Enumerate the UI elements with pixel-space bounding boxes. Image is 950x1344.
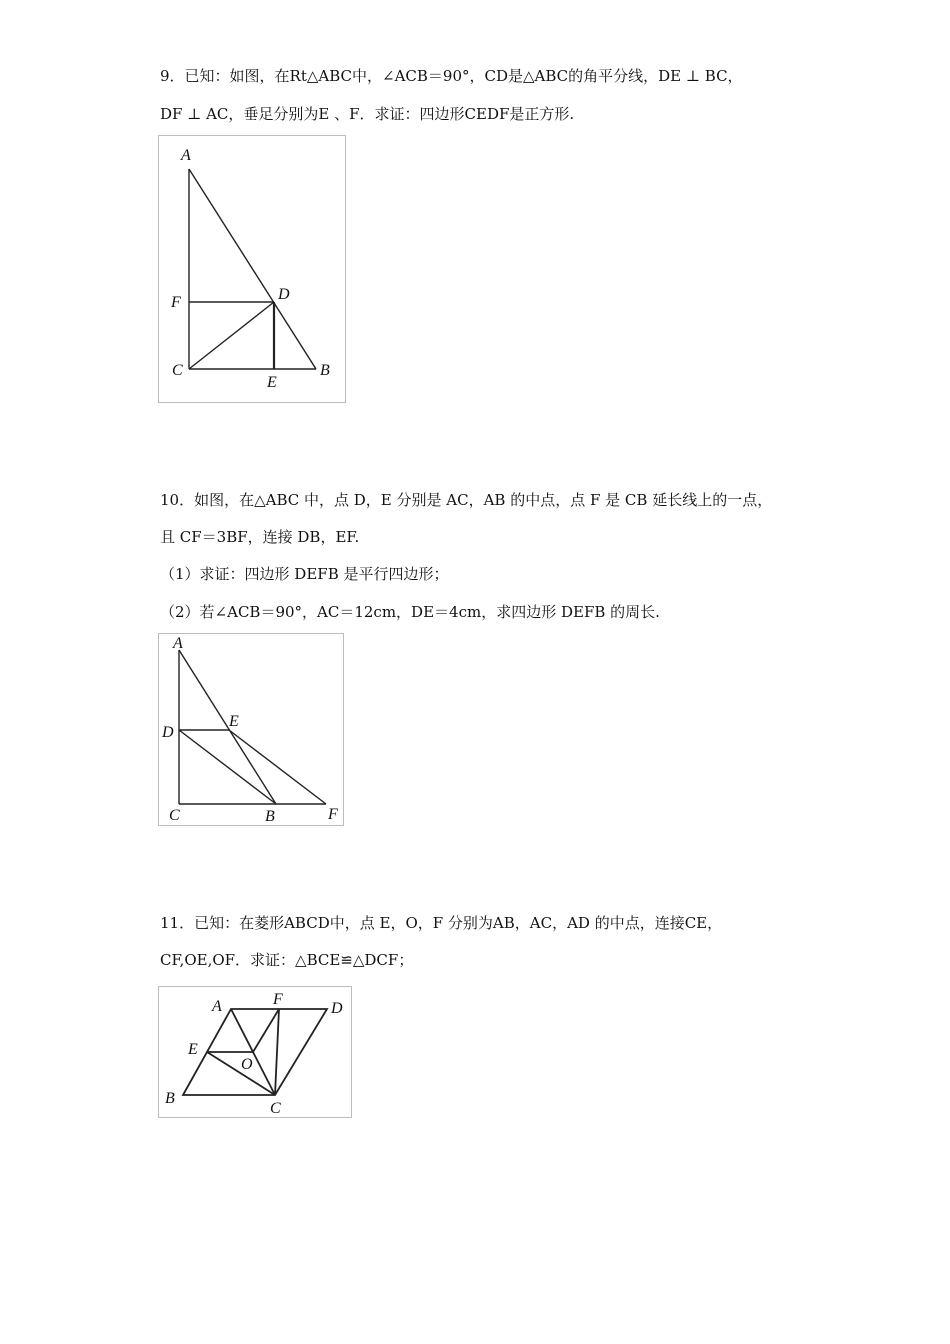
problem-9-line-2: DF ⊥ AC，垂足分别为E 、F．求证：四边形CEDF是正方形. [160, 105, 575, 123]
label-f: F [273, 991, 283, 1008]
label-d: D [331, 1000, 343, 1017]
label-e: E [267, 374, 277, 391]
label-d: D [162, 724, 174, 741]
segment-ab [179, 650, 276, 804]
problem-10-diagram [159, 634, 343, 825]
label-f: F [328, 806, 338, 823]
label-b: B [320, 362, 330, 379]
label-d: D [278, 286, 290, 303]
label-c: C [169, 807, 180, 824]
segment-db [179, 730, 276, 804]
problem-9-diagram [159, 136, 345, 402]
segment-cd [189, 302, 274, 369]
segment-of [253, 1009, 279, 1052]
label-e: E [229, 713, 239, 730]
problem-11-figure [158, 986, 352, 1118]
segment-cf [275, 1009, 279, 1095]
label-e: E [188, 1041, 198, 1058]
problem-11-line-2: CF,OE,OF．求证：△BCE≌△DCF； [160, 951, 414, 969]
problem-10-line-2: 且 CF＝3BF，连接 DB，EF. [160, 528, 360, 546]
label-a: A [212, 998, 222, 1015]
label-f: F [171, 294, 181, 311]
label-b: B [265, 808, 275, 825]
problem-11-diagram [159, 987, 351, 1117]
label-a: A [181, 147, 191, 164]
problem-9-line-1: 9．已知：如图，在Rt△ABC中，∠ACB＝90°，CD是△ABC的角平分线，DE ⊥ BC， [160, 67, 743, 85]
problem-10-line-1: 10．如图，在△ABC 中，点 D，E 分别是 AC，AB 的中点，点 F 是 CB 延长线上的一点， [160, 491, 773, 509]
segment-ef [229, 730, 326, 804]
label-b: B [165, 1090, 175, 1107]
problem-10-line-4: （2）若∠ACB＝90°，AC＝12cm，DE＝4cm，求四边形 DEFB 的周长. [160, 603, 660, 621]
label-a: A [173, 635, 183, 652]
label-c: C [172, 362, 183, 379]
segment-ab [189, 169, 316, 369]
label-c: C [270, 1100, 281, 1117]
problem-11-line-1: 11．已知：在菱形ABCD中，点 E，O，F 分别为AB，AC，AD 的中点，连接CE， [160, 914, 723, 932]
label-o: O [241, 1056, 253, 1073]
problem-9-figure [158, 135, 346, 403]
problem-10-figure [158, 633, 344, 826]
problem-10-line-3: （1）求证：四边形 DEFB 是平行四边形； [160, 565, 449, 583]
